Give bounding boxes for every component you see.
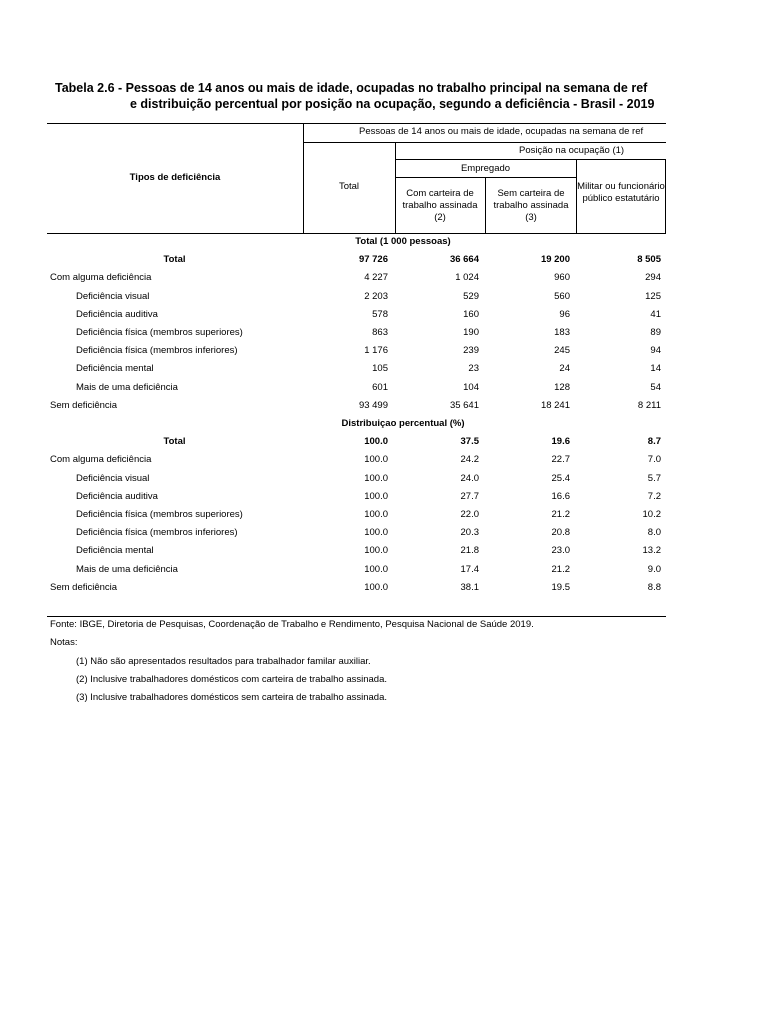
empregado-header: Empregado <box>460 163 511 174</box>
cell-total: 100.0 <box>364 545 388 557</box>
header-divider-2 <box>395 142 396 233</box>
cell-total: 100.0 <box>364 581 388 593</box>
com-carteira-column-header: Com carteira de trabalho assinada (2) <box>402 188 478 223</box>
header-divider-5 <box>665 159 666 233</box>
cell-sem: 960 <box>554 272 570 284</box>
total-column-header: Total <box>338 181 360 192</box>
row-label: Deficiência física (membros superiores) <box>76 509 243 520</box>
cell-com: 37.5 <box>460 436 479 448</box>
cell-mil: 5.7 <box>647 472 661 484</box>
cell-sem: 18 241 <box>540 399 570 411</box>
cell-mil: 10.2 <box>642 509 661 520</box>
cell-mil: 7.0 <box>647 454 661 466</box>
header-rule-1 <box>303 142 666 143</box>
cell-sem: 19.6 <box>551 436 570 448</box>
cell-total: 100.0 <box>364 436 388 448</box>
section-heading: Distribuiçao percentual (%) <box>341 418 465 429</box>
row-label: Sem deficiência <box>50 399 118 411</box>
stub-header: Tipos de deficiência <box>129 172 221 183</box>
cell-total: 2 203 <box>364 290 388 302</box>
cell-sem: 21.2 <box>551 509 570 520</box>
cell-mil: 294 <box>645 272 661 284</box>
cell-com: 17.4 <box>460 563 479 575</box>
cell-sem: 16.6 <box>551 490 570 502</box>
cell-mil: 7.2 <box>647 490 661 502</box>
cell-sem: 560 <box>554 290 570 302</box>
cell-sem: 245 <box>554 345 570 357</box>
cell-sem: 22.7 <box>551 454 570 466</box>
cell-total: 100.0 <box>364 490 388 502</box>
cell-total: 1 176 <box>364 345 388 357</box>
row-label: Deficiência auditiva <box>76 308 158 320</box>
cell-total: 105 <box>372 363 388 375</box>
cell-total: 100.0 <box>364 454 388 466</box>
cell-com: 190 <box>463 327 479 338</box>
cell-sem: 21.2 <box>551 563 570 575</box>
cell-sem: 23.0 <box>551 545 570 557</box>
source-note: Fonte: IBGE, Diretoria de Pesquisas, Coordenação de Trabalho e Rendimento, Pesquisa Nacional de Saúde 2019. <box>50 619 534 630</box>
cell-com: 27.7 <box>460 490 479 502</box>
cell-mil: 13.2 <box>642 545 661 557</box>
cell-total: 578 <box>372 308 388 320</box>
row-label: Com alguma deficiência <box>50 272 152 284</box>
section-heading: Total (1 000 pessoas) <box>355 236 451 247</box>
table-title-line-1: Tabela 2.6 - Pessoas de 14 anos ou mais de idade, ocupadas no trabalho principal na semana de ref <box>55 81 648 95</box>
cell-sem: 19 200 <box>540 254 570 266</box>
note-3: (3) Inclusive trabalhadores domésticos sem carteira de trabalho assinada. <box>76 692 388 703</box>
cell-mil: 14 <box>650 363 661 375</box>
table-bottom-rule <box>47 616 666 617</box>
cell-sem: 24 <box>559 363 570 375</box>
note-2: (2) Inclusive trabalhadores domésticos com carteira de trabalho assinada. <box>76 674 388 685</box>
cell-mil: 54 <box>650 381 661 393</box>
militar-column-header: Militar ou funcionário público estatutário <box>577 181 665 204</box>
row-label: Sem deficiência <box>50 581 118 593</box>
posicao-header: Posição na ocupação (1) <box>519 145 625 156</box>
cell-com: 1 024 <box>455 272 479 284</box>
header-bottom-rule <box>47 233 666 234</box>
table-title-line-2: e distribuição percentual por posição na ocupação, segundo a deficiência - Brasil - 2019 <box>130 97 655 111</box>
cell-total: 100.0 <box>364 472 388 484</box>
cell-sem: 128 <box>554 381 570 393</box>
header-divider-1 <box>303 123 304 233</box>
cell-total: 4 227 <box>364 272 388 284</box>
cell-total: 100.0 <box>364 563 388 575</box>
row-label: Total <box>163 254 186 266</box>
row-label: Deficiência auditiva <box>76 490 158 502</box>
cell-mil: 8.7 <box>647 436 661 448</box>
cell-com: 21.8 <box>460 545 479 557</box>
cell-total: 97 726 <box>358 254 388 266</box>
cell-mil: 89 <box>650 327 661 338</box>
sem-carteira-column-header: Sem carteira de trabalho assinada (3) <box>493 188 569 223</box>
cell-total: 863 <box>372 327 388 338</box>
cell-mil: 9.0 <box>647 563 661 575</box>
cell-sem: 96 <box>559 308 570 320</box>
table-top-rule <box>47 123 666 124</box>
cell-total: 100.0 <box>364 509 388 520</box>
cell-mil: 125 <box>645 290 661 302</box>
cell-com: 239 <box>463 345 479 357</box>
row-label: Deficiência mental <box>76 363 154 375</box>
cell-com: 20.3 <box>460 527 479 539</box>
cell-com: 160 <box>463 308 479 320</box>
cell-mil: 8 211 <box>637 399 661 411</box>
cell-com: 23 <box>468 363 479 375</box>
row-label: Deficiência mental <box>76 545 154 557</box>
notes-label: Notas: <box>50 637 78 648</box>
cell-mil: 8.0 <box>647 527 661 539</box>
data-table <box>47 122 666 648</box>
spanner-header: Pessoas de 14 anos ou mais de idade, ocupadas na semana de ref <box>359 126 644 137</box>
cell-mil: 41 <box>650 308 661 320</box>
cell-sem: 19.5 <box>551 581 570 593</box>
cell-sem: 183 <box>554 327 570 338</box>
cell-total: 100.0 <box>364 527 388 539</box>
header-divider-3 <box>485 177 486 233</box>
cell-com: 36 664 <box>449 254 479 266</box>
row-label: Com alguma deficiência <box>50 454 152 466</box>
cell-mil: 8.8 <box>647 581 661 593</box>
cell-com: 24.2 <box>460 454 479 466</box>
cell-mil: 94 <box>650 345 661 357</box>
cell-com: 104 <box>463 381 479 393</box>
cell-com: 38.1 <box>460 581 479 593</box>
row-label: Total <box>163 436 186 448</box>
row-label: Deficiência física (membros inferiores) <box>76 527 238 539</box>
cell-sem: 25.4 <box>551 472 570 484</box>
header-rule-2 <box>395 159 666 160</box>
cell-com: 529 <box>463 290 479 302</box>
cell-total: 93 499 <box>358 399 388 411</box>
row-label: Deficiência visual <box>76 290 150 302</box>
cell-mil: 8 505 <box>637 254 661 266</box>
cell-com: 35 641 <box>449 399 479 411</box>
cell-sem: 20.8 <box>551 527 570 539</box>
note-1: (1) Não são apresentados resultados para trabalhador familar auxiliar. <box>76 656 371 667</box>
row-label: Deficiência física (membros superiores) <box>76 327 243 338</box>
row-label: Deficiência física (membros inferiores) <box>76 345 238 357</box>
cell-total: 601 <box>372 381 388 393</box>
row-label: Mais de uma deficiência <box>76 381 178 393</box>
cell-com: 22.0 <box>460 509 479 520</box>
row-label: Mais de uma deficiência <box>76 563 178 575</box>
cell-com: 24.0 <box>460 472 479 484</box>
row-label: Deficiência visual <box>76 472 150 484</box>
table-title <box>0 80 666 112</box>
